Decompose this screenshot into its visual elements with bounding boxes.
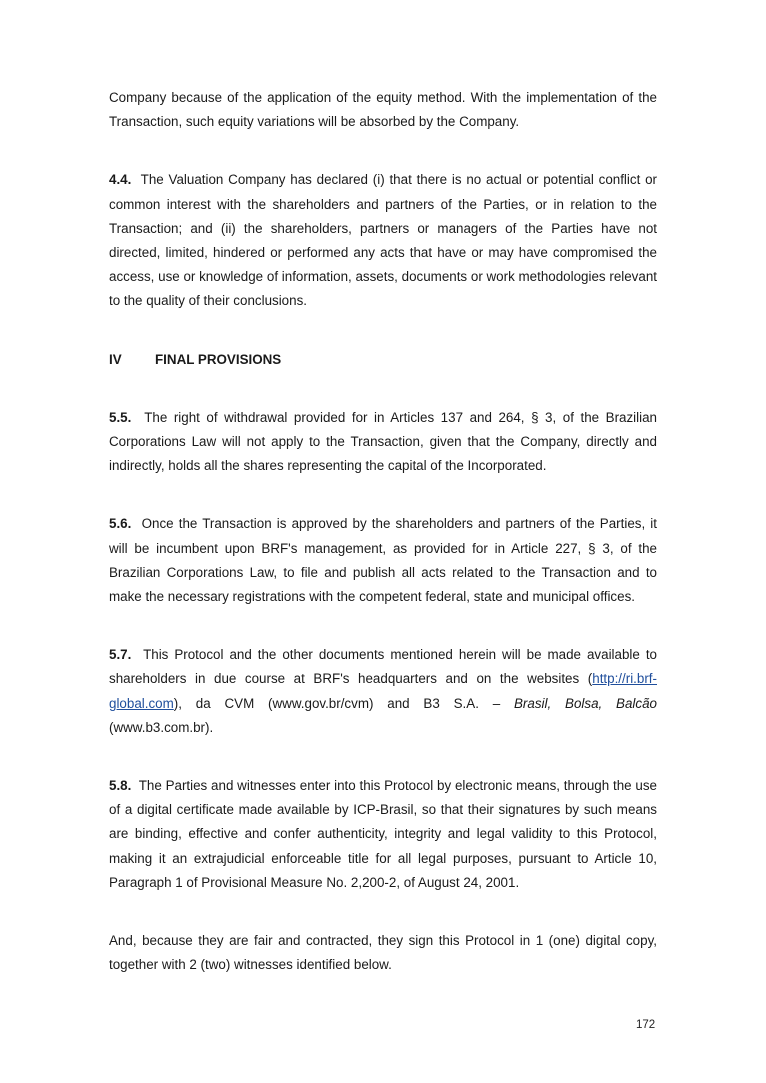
- clause-text: Once the Transaction is approved by the shareholders and partners of the Parties, it will be incumbent upon BRF's management, as provided for in Article 227, § 3, of the Brazilian Corporations Law, to file and publish all acts related to the Transaction and to make the necessary registrations with the competent federal, state and municipal offices.: [109, 516, 657, 605]
- clause-5-8: [109, 774, 657, 895]
- clause-5-6: [109, 512, 657, 609]
- intro-text: Company because of the application of the equity method. With the implementation of the Transaction, such equity variations will be absorbed by the Company.: [109, 90, 657, 130]
- clause-text-before-link: This Protocol and the other documents mentioned herein will be made available to shareholders in due course at BRF's headquarters and on the websites (: [109, 647, 657, 687]
- clause-4-4: [109, 168, 657, 313]
- clause-number: 5.7.: [109, 647, 132, 663]
- clause-number: 4.4.: [109, 172, 132, 188]
- clause-number: 5.6.: [109, 516, 132, 532]
- section-roman-numeral: IV: [109, 351, 122, 367]
- section-title: FINAL PROVISIONS: [155, 351, 282, 367]
- closing-text: And, because they are fair and contracted, they sign this Protocol in 1 (one) digital copy, together with 2 (two) witnesses identified below.: [109, 933, 657, 973]
- clause-5-5: [109, 406, 657, 479]
- document-page: [109, 86, 657, 977]
- clause-number: 5.8.: [109, 778, 132, 794]
- page-number: 172: [636, 1019, 656, 1031]
- intro-paragraph: [109, 86, 657, 134]
- section-heading: [109, 348, 657, 372]
- closing-paragraph: [109, 929, 657, 977]
- clause-text-middle: ), da CVM (www.gov.br/cvm) and B3 S.A. –: [173, 695, 514, 711]
- clause-number: 5.5.: [109, 409, 132, 425]
- clause-text: The right of withdrawal provided for in Articles 137 and 264, § 3, of the Brazilian Corporations Law will not apply to the Transaction, given that the Company, directly and indirectly, holds all the shares representing the capital of the Incorporated.: [109, 409, 657, 474]
- clause-text-after: (www.b3.com.br).: [109, 719, 214, 735]
- clause-5-7: [109, 643, 657, 740]
- clause-text: The Valuation Company has declared (i) that there is no actual or potential conflict or common interest with the shareholders and partners of the Parties, or in relation to the Transaction; and (ii) the shareholders, partners or managers of the Parties have not directed, limited, hindered or performed any acts that have or may have compromised the access, use or knowledge of information, assets, documents or work methodologies relevant to the quality of their conclusions.: [109, 172, 657, 309]
- clause-text: The Parties and witnesses enter into this Protocol by electronic means, through the use of a digital certificate made available by ICP-Brasil, so that their signatures by such means are binding, effective and confer authenticity, integrity and legal validity to this Protocol, making it an extrajudicial enforceable title for all legal purposes, pursuant to Article 10, Paragraph 1 of Provisional Measure No. 2,200-2, of August 24, 2001.: [109, 778, 657, 890]
- clause-italic-text: Brasil, Bolsa, Balcão: [514, 695, 657, 711]
- website-link[interactable]: http://ri.brf-global.com: [109, 671, 657, 711]
